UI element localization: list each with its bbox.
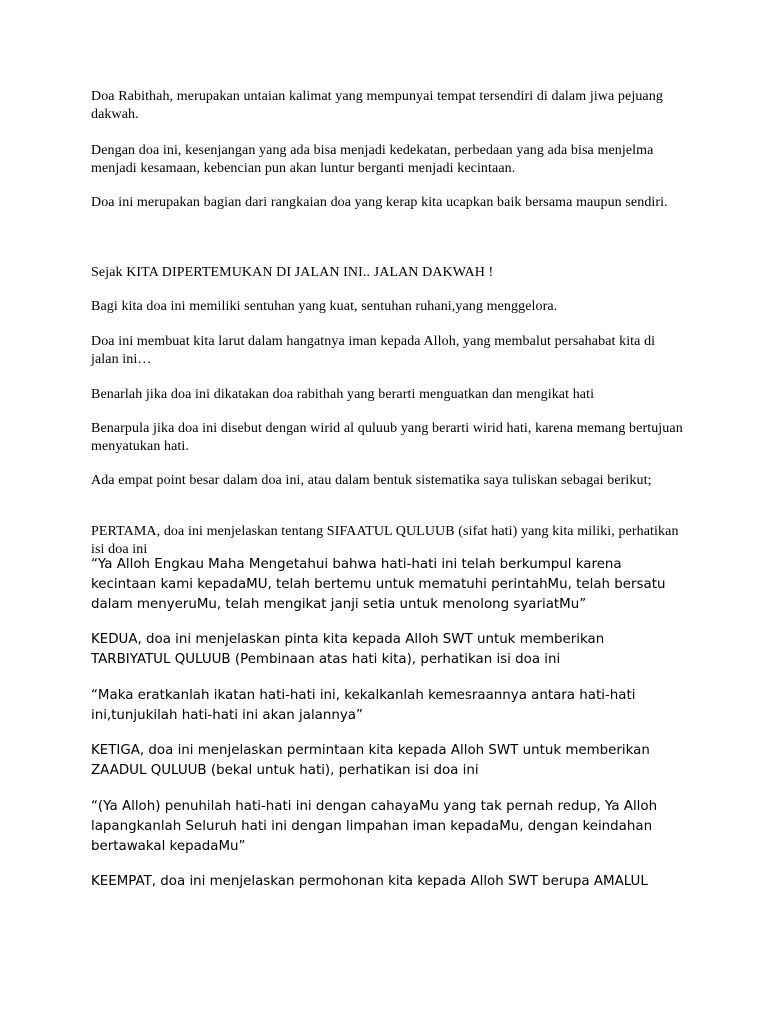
quote-ketiga: “(Ya Alloh) penuhilah hati-hati ini dengan cahayaMu yang tak pernah redup, Ya Alloh lapangkanlah Seluruh hati ini dengan limpahan iman kepadaMu, dengan keindahan bertawakal kepadaMu” [91, 799, 658, 854]
paragraph-empat-point: Ada empat point besar dalam doa ini, atau dalam bentuk sistematika saya tuliskan sebagai berikut; [91, 473, 652, 488]
paragraph-keempat: KEEMPAT, doa ini menjelaskan permohonan kita kepada Alloh SWT berupa AMALUL [91, 874, 648, 889]
paragraph-sentuhan: Bagi kita doa ini memiliki sentuhan yang kuat, sentuhan ruhani,yang menggelora. [91, 299, 558, 314]
paragraph-rabithah: Benarlah jika doa ini dikatakan doa rabithah yang berarti menguatkan dan mengikat hati [91, 387, 595, 402]
quote-pertama: “Ya Alloh Engkau Maha Mengetahui bahwa hati-hati ini telah berkumpul karena kecintaan kami kepadaMU, telah bertemu untuk mematuhi perintahMu, telah bersatu dalam menyeruMu, telah mengikat janji setia untuk menolong syariatMu” [91, 557, 666, 612]
paragraph-sejak: Sejak KITA DIPERTEMUKAN DI JALAN INI.. JALAN DAKWAH ! [91, 265, 494, 280]
paragraph-pertama: PERTAMA, doa ini menjelaskan tentang SIFAATUL QULUUB (sifat hati) yang kita miliki, perhatikan isi doa ini [91, 524, 679, 557]
paragraph-kedua: KEDUA, doa ini menjelaskan pinta kita kepada Alloh SWT untuk memberikan TARBIYATUL QULUUB (Pembinaan atas hati kita), perhatikan isi doa ini [91, 632, 605, 667]
paragraph-ketiga: KETIGA, doa ini menjelaskan permintaan kita kepada Alloh SWT untuk memberikan ZAADUL QULUUB (bekal untuk hati), perhatikan isi doa ini [91, 743, 650, 778]
paragraph-larut: Doa ini membuat kita larut dalam hangatnya iman kepada Alloh, yang membalut persahabat kita di jalan ini… [91, 334, 656, 367]
paragraph-rangkaian: Doa ini merupakan bagian dari rangkaian doa yang kerap kita ucapkan baik bersama maupun sendiri. [91, 195, 668, 210]
paragraph-intro: Doa Rabithah, merupakan untaian kalimat yang mempunyai tempat tersendiri di dalam jiwa pejuang dakwah. [91, 89, 663, 122]
paragraph-wirid: Benarpula jika doa ini disebut dengan wirid al quluub yang berarti wirid hati, karena memang bertujuan menyatukan hati. [91, 421, 683, 454]
paragraph-kedekatan: Dengan doa ini, kesenjangan yang ada bisa menjadi kedekatan, perbedaan yang ada bisa menjelma menjadi kesamaan, kebencian pun akan luntur berganti menjadi kecintaan. [91, 143, 654, 176]
quote-kedua: “Maka eratkanlah ikatan hati-hati ini, kekalkanlah kemesraannya antara hati-hati ini,tunjukilah hati-hati ini akan jalannya” [91, 688, 636, 723]
